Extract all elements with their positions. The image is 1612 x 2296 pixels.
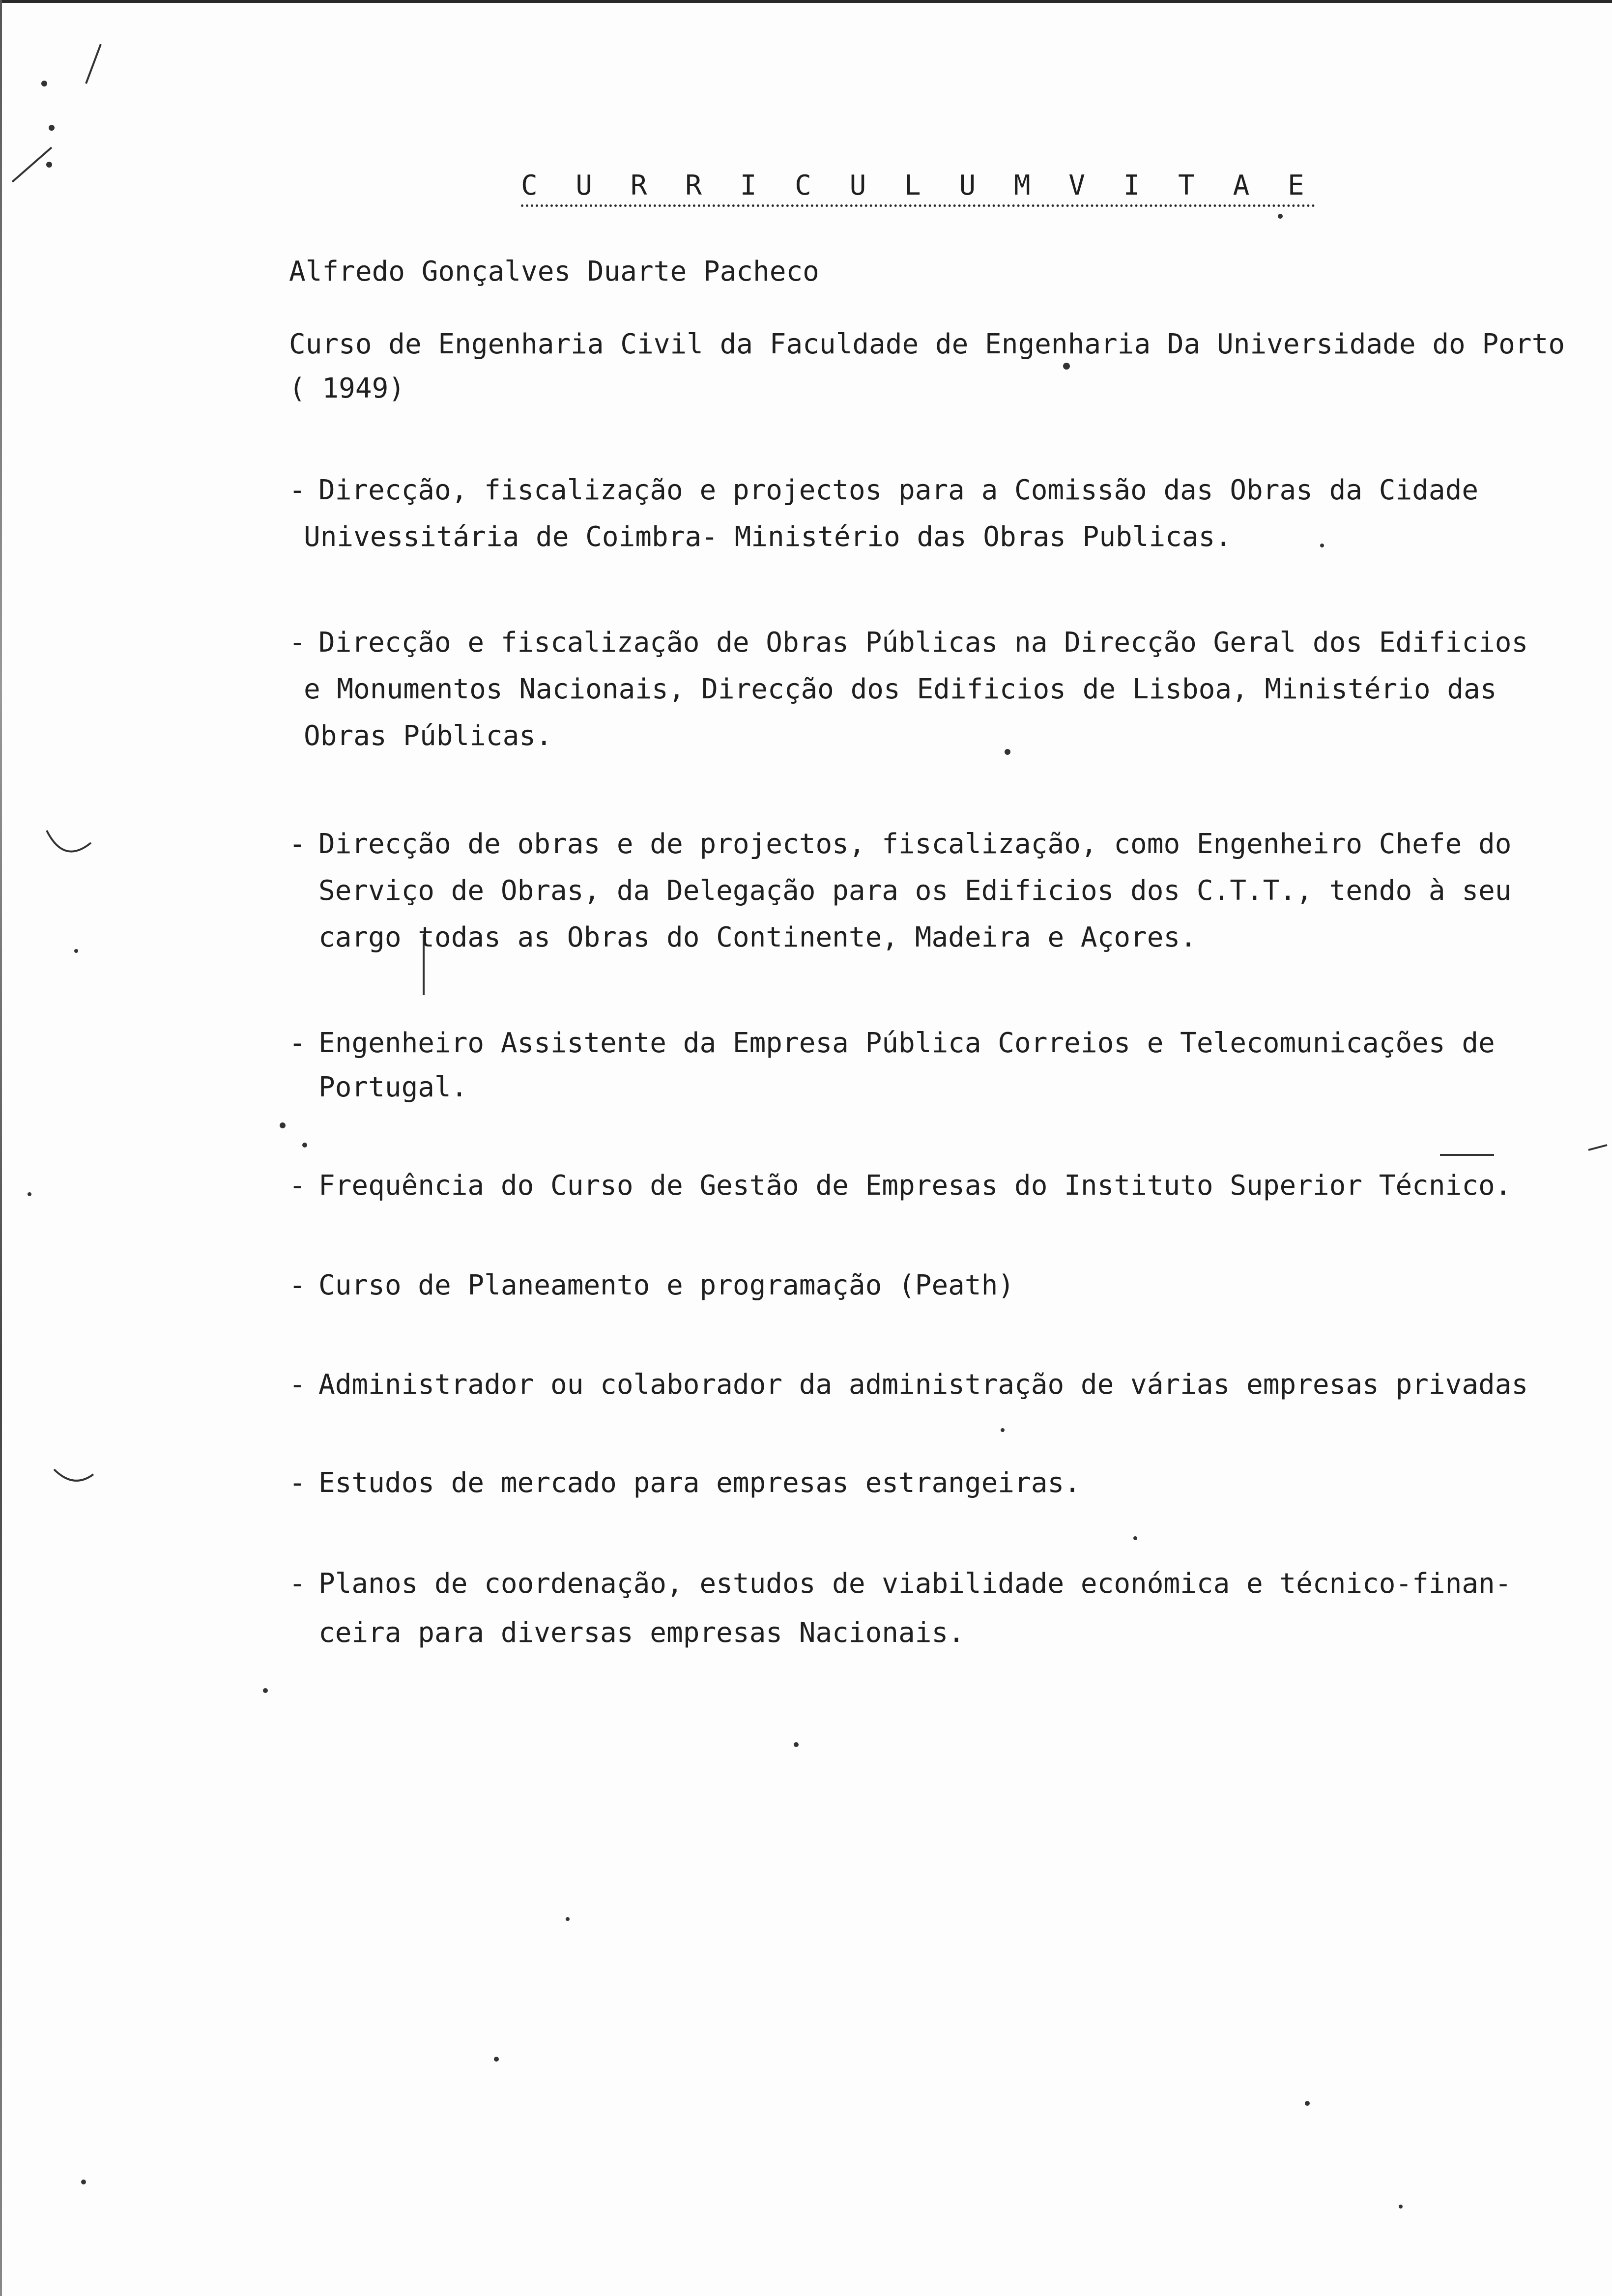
bullet-dash: - xyxy=(289,1170,306,1202)
list-item-text: Direcção e fiscalização de Obras Públicas na Direcção Geral dos Edificios xyxy=(318,627,1528,659)
person-name: Alfredo Gonçalves Duarte Pacheco xyxy=(289,256,819,287)
list-item-2 xyxy=(289,629,1528,657)
list-item-text: Curso de Planeamento e programação (Peath) xyxy=(318,1269,1015,1301)
bullet-dash: - xyxy=(289,1467,306,1499)
list-item-4-continuation: Portugal. xyxy=(318,1071,468,1103)
list-item-3-continuation: cargo todas as Obras do Continente, Madeira e Açores. xyxy=(318,921,1197,953)
list-item-text: Planos de coordenação, estudos de viabilidade económica e técnico-finan- xyxy=(318,1568,1512,1600)
list-item-text: Engenheiro Assistente da Empresa Pública Correios e Telecomunicações de xyxy=(318,1027,1495,1059)
list-item-1 xyxy=(289,474,1479,506)
bullet-dash: - xyxy=(289,828,306,860)
education-line-1: Curso de Engenharia Civil da Faculdade de Engenharia Da Universidade do Porto xyxy=(289,328,1565,360)
list-item-5 xyxy=(289,1172,1511,1200)
list-item-2-continuation: e Monumentos Nacionais, Direcção dos Edificios de Lisboa, Ministério das xyxy=(304,673,1497,705)
bullet-dash: - xyxy=(289,1568,306,1600)
bullet-dash: - xyxy=(289,1269,306,1301)
bullet-dash: - xyxy=(289,627,306,659)
list-item-4 xyxy=(289,1027,1495,1059)
bullet-dash: - xyxy=(289,1027,306,1059)
list-item-text: Direcção de obras e de projectos, fiscalização, como Engenheiro Chefe do xyxy=(318,828,1512,860)
list-item-3-continuation: Serviço de Obras, da Delegação para os Edificios dos C.T.T., tendo à seu xyxy=(318,875,1512,907)
document-title: C U R R I C U L U M V I T A E xyxy=(521,170,1315,207)
education-line-2: ( 1949) xyxy=(289,373,405,404)
list-item-text: Frequência do Curso de Gestão de Empresas do Instituto Superior Técnico. xyxy=(318,1170,1512,1202)
list-item-3 xyxy=(289,828,1512,860)
list-item-text: Direcção, fiscalização e projectos para a Comissão das Obras da Cidade xyxy=(318,474,1479,506)
list-item-text: Estudos de mercado para empresas estrangeiras. xyxy=(318,1467,1081,1499)
list-item-9 xyxy=(289,1570,1511,1598)
list-item-1-continuation: Univessitária de Coimbra- Ministério das Obras Publicas. xyxy=(304,521,1232,553)
list-item-9-continuation: ceira para diversas empresas Nacionais. xyxy=(318,1617,965,1649)
list-item-8 xyxy=(289,1469,1081,1497)
list-item-7 xyxy=(289,1371,1528,1399)
bullet-dash: - xyxy=(289,474,306,506)
bullet-dash: - xyxy=(289,1369,306,1401)
list-item-6 xyxy=(289,1269,1015,1301)
list-item-2-continuation: Obras Públicas. xyxy=(304,720,552,752)
list-item-text: Administrador ou colaborador da administração de várias empresas privadas xyxy=(318,1369,1528,1401)
